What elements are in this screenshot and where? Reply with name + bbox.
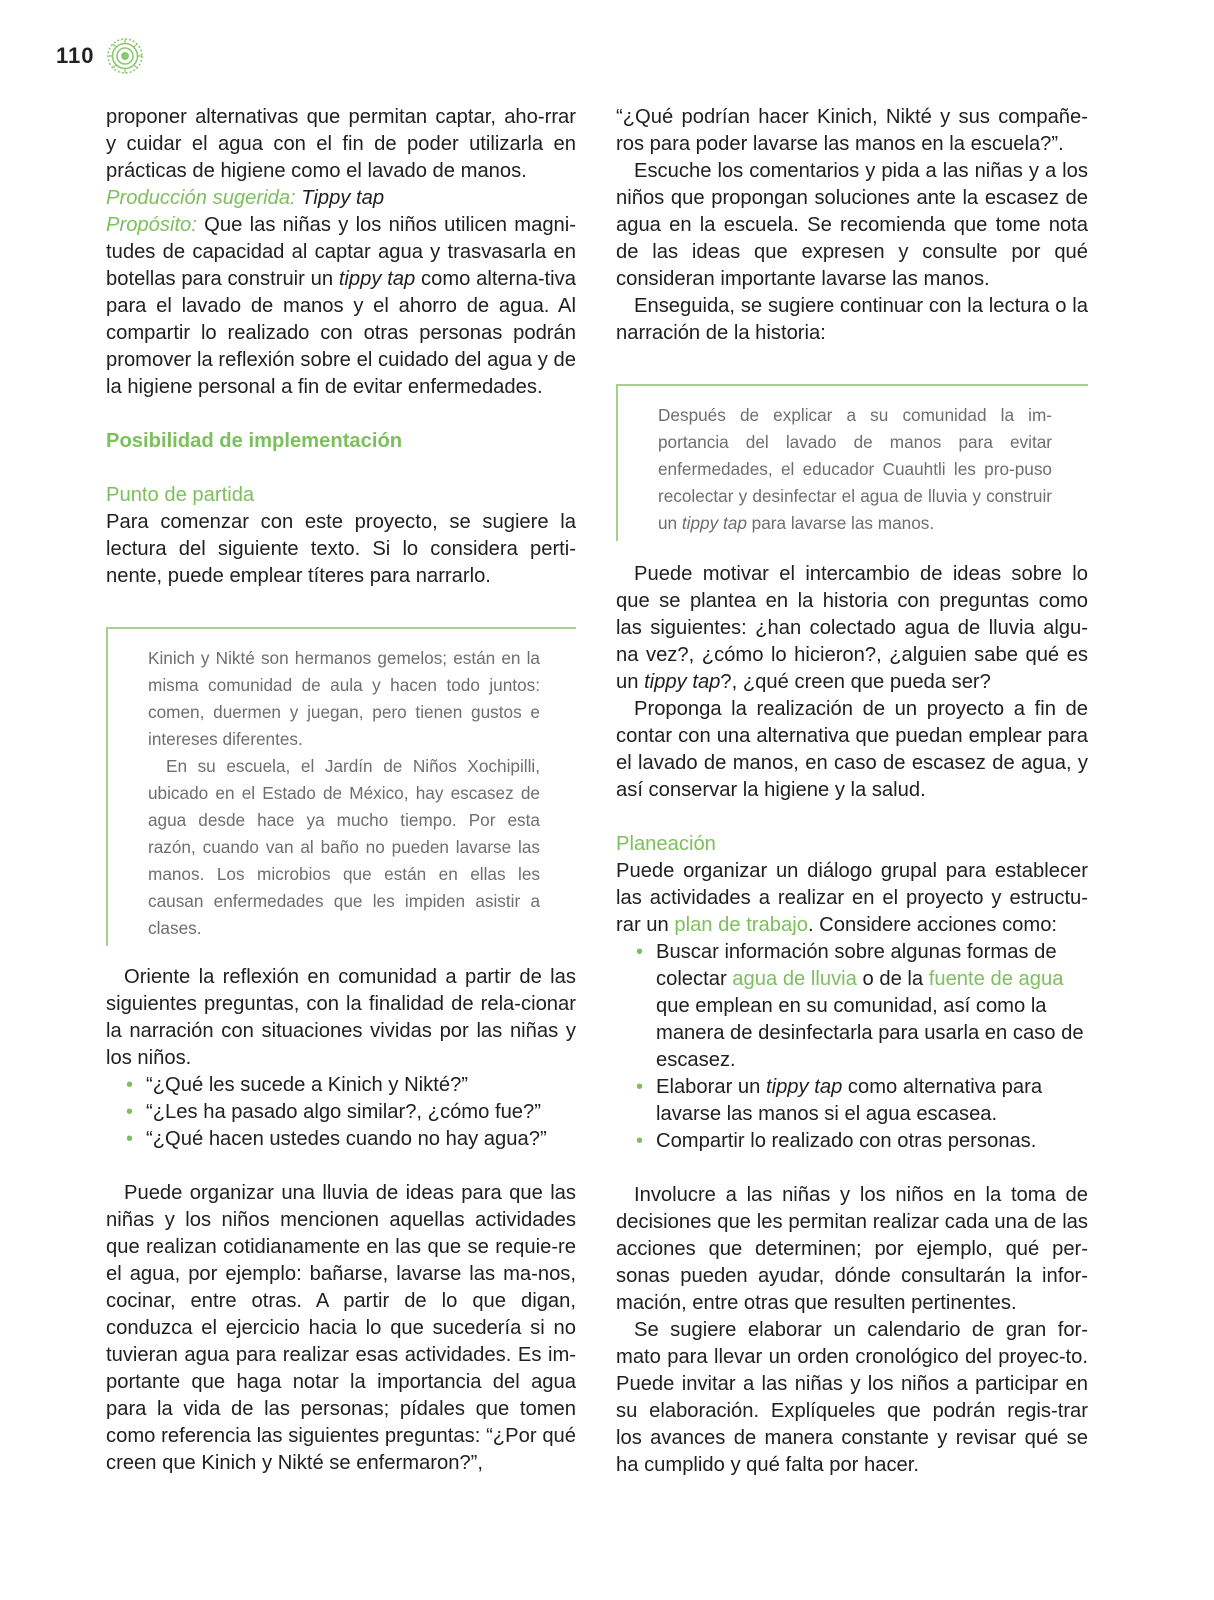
- story-paragraph: [658, 402, 1052, 537]
- list-item-text: “¿Qué hacen ustedes cuando no hay agua?”: [146, 1128, 547, 1150]
- text-run: o de la: [856, 968, 929, 990]
- emphasis: tippy tap: [681, 513, 747, 533]
- text-run: Después de explicar a su comunidad la im-portancia del lavado de manos para evitar enfermedades, el educador Cuauhtli les pro-puso recolectar y desinfectar el agua de lluvia y construir un: [658, 405, 1052, 533]
- proposito-paragraph: [106, 212, 576, 401]
- agua-de-lluvia-term: agua de lluvia: [732, 968, 857, 990]
- paragraph: Para comenzar con este proyecto, se sugiere la lectura del siguiente texto. Si lo considera perti-nente, puede emplear títeres para narrarlo.: [106, 511, 576, 587]
- left-column: [106, 104, 576, 1477]
- paragraph: Se sugiere elaborar un calendario de gran for-mato para llevar un orden cronológico del proyec-to. Puede invitar a las niñas y los niños a participar en su elaboración. Explíqueles que podrán regis-trar los avances de manera constante y revisar qué se ha cumplido y qué falta por hacer.: [616, 1319, 1088, 1476]
- list-item-text: Compartir lo realizado con otras personas.: [656, 1130, 1037, 1152]
- question-list: [106, 1072, 576, 1153]
- page-number: 110: [56, 43, 95, 68]
- story-box: [106, 627, 576, 946]
- produccion-line: [106, 185, 576, 212]
- text-run: que emplean en su comunidad, así como la manera de desinfectarla para usarla en caso de escasez.: [656, 995, 1084, 1071]
- list-item: • Compartir lo realizado con otras personas.: [636, 1130, 1037, 1152]
- text-run: Puede organizar un diálogo grupal para establecer las actividades a realizar en el proyecto y estructu-rar un: [616, 860, 1088, 936]
- right-column: [616, 104, 1088, 1479]
- list-item-text: “¿Qué les sucede a Kinich y Nikté?”: [146, 1074, 469, 1096]
- list-item-text: “¿Les ha pasado algo similar?, ¿cómo fue?”: [146, 1101, 541, 1123]
- sun-emblem-icon: [105, 36, 145, 76]
- text-run: Que las niñas y los niños utilicen magni-tudes de capacidad al captar agua y trasvasarla en botellas para construir un: [106, 214, 576, 290]
- list-item: • Elaborar un tippy tap como alternativa para lavarse las manos si el agua escasea.: [636, 1076, 1043, 1125]
- story-paragraph: Kinich y Nikté son hermanos gemelos; están en la misma comunidad de aula y hacen todo juntos: comen, duermen y juegan, pero tienen gustos e intereses diferentes.: [148, 648, 540, 749]
- text-run: Buscar información sobre algunas formas de colectar: [656, 941, 1057, 990]
- plan-de-trabajo-term: plan de trabajo: [674, 914, 808, 936]
- text-run: Elaborar un: [656, 1076, 766, 1098]
- section-heading-punto: Punto de partida: [106, 484, 255, 506]
- list-item: • “¿Qué hacen ustedes cuando no hay agua?”: [126, 1128, 547, 1150]
- list-item: • “¿Les ha pasado algo similar?, ¿cómo fue?”: [126, 1101, 541, 1123]
- list-item: • Buscar información sobre algunas formas de colectar agua de lluvia o de la fuente de agua que emplean en su comunidad, así como la manera de desinfectarla para usarla en caso de escasez.: [636, 941, 1084, 1071]
- produccion-label: Producción sugerida:: [106, 187, 296, 209]
- paragraph: proponer alternativas que permitan captar, aho-rrar y cuidar el agua con el fin de poder utilizarla en prácticas de higiene como el lavado de manos.: [106, 106, 576, 182]
- proposito-label: Propósito:: [106, 214, 197, 236]
- text-run: como alternativa para lavarse las manos si el agua escasea.: [656, 1076, 1043, 1125]
- action-list: [616, 939, 1088, 1155]
- story-paragraph: En su escuela, el Jardín de Niños Xochipilli, ubicado en el Estado de México, hay escasez de agua desde hace ya mucho tiempo. Por esta razón, cuando van al baño no pueden lavarse las manos. Los microbios que están en ellas les causan enfermedades que les impiden asistir a clases.: [148, 756, 540, 938]
- list-item: • “¿Qué les sucede a Kinich y Nikté?”: [126, 1074, 469, 1096]
- paragraph: Involucre a las niñas y los niños en la toma de decisiones que les permitan realizar cada una de las acciones que determinen; por ejemplo, qué per-sonas pueden ayudar, dónde consultarán la infor-mación, entre otras que resulten pertinentes.: [616, 1184, 1088, 1314]
- page-header: [56, 36, 145, 76]
- paragraph: “¿Qué podrían hacer Kinich, Nikté y sus compañe-ros para poder lavarse las manos en la escuela?”.: [616, 106, 1088, 155]
- paragraph: Oriente la reflexión en comunidad a partir de las siguientes preguntas, con la finalidad de rela-cionar la narración con situaciones vividas por las niñas y los niños.: [106, 966, 576, 1069]
- paragraph: Enseguida, se sugiere continuar con la lectura o la narración de la historia:: [616, 295, 1088, 344]
- text-run: para lavarse las manos.: [746, 513, 935, 533]
- text-run: Puede motivar el intercambio de ideas sobre lo que se plantea en la historia con preguntas como las siguientes: ¿han colectado agua de lluvia algu-na vez?, ¿cómo lo hicieron?, ¿alguien sabe qué es un: [616, 563, 1088, 693]
- text-run: como alterna-tiva para el lavado de manos y el ahorro de agua. Al compartir lo realizado con otras personas podrán promover la reflexión sobre el cuidado del agua y de la higiene personal a fin de evitar enfermedades.: [106, 268, 576, 398]
- emphasis: tippy tap: [644, 671, 721, 693]
- paragraph: [616, 561, 1088, 696]
- fuente-de-agua-term: fuente de agua: [928, 968, 1064, 990]
- section-heading-planeacion: Planeación: [616, 833, 716, 855]
- emphasis: tippy tap: [338, 268, 416, 290]
- text-run: ?, ¿qué creen que pueda ser?: [720, 671, 991, 693]
- paragraph: [616, 858, 1088, 939]
- produccion-value: Tippy tap: [301, 187, 385, 209]
- emphasis: tippy tap: [765, 1076, 843, 1098]
- paragraph: Escuche los comentarios y pida a las niñas y a los niños que propongan soluciones ante la escasez de agua en la escuela. Se recomienda que tome nota de las ideas que expresen y consulte por qué consideran importante lavarse las manos.: [616, 160, 1088, 290]
- text-run: . Considere acciones como:: [807, 914, 1058, 936]
- paragraph: Puede organizar una lluvia de ideas para que las niñas y los niños mencionen aquellas actividades que realizan cotidianamente en las que se requie-re el agua, por ejemplo: bañarse, lavarse las ma-nos, cocinar, entre otras. A partir de lo que digan, conduzca el ejercicio hacia lo que sucedería si no tuvieran agua para realizar esas actividades. Es im-portante que haga notar la importancia del agua para la vida de las personas; pídales que tomen como referencia las siguientes preguntas: “¿Por qué creen que Kinich y Nikté se enfermaron?”,: [106, 1182, 576, 1474]
- section-heading-posibilidad: Posibilidad de implementación: [106, 430, 403, 452]
- story-box: [616, 384, 1088, 541]
- paragraph: Proponga la realización de un proyecto a fin de contar con una alternativa que puedan emplear para el lavado de manos, en caso de escasez de agua, y así conservar la higiene y la salud.: [616, 698, 1088, 801]
